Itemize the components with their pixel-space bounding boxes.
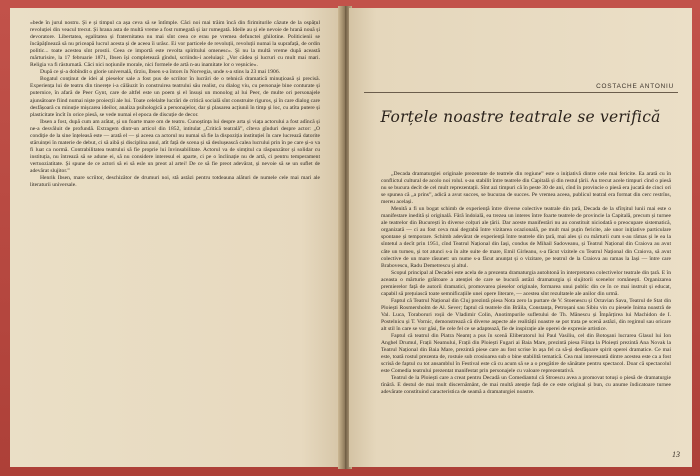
left-page-text (30, 20, 320, 189)
left-page (10, 8, 341, 467)
paragraph: Faptul că teatrul din Piatra Neamț a pus în scenă Eliberatorul lui Paul Vasiliu, cel din Botoșani lucrarea Glasul lui Ion Anghel Drumul, Frații Neamului, Frații din Ploiești Fugari ai Baia Mare, prezintă piesa Ființa la Ploiești prezintă Ana Novak la Teatrul Național din Baia Mare, prezintă piese care au fost scrise în așa fel ca să-și desfășoare spirit operei dramatice. Ce mai este, toată rostul prezenta de, rostuie sub crosioarea sub o bine stabilită tematică. Cea mai interesantă dintre acestea este ca a fost scrisă de faptul cu tot ansamblul în Festival este că cu acum să se a o pregătire de sănătate pentru spectacol. Doar că spectacolul este Comedia teatrului prezentat manifestat prin personajele cu valoare reprezentativă. (381, 333, 671, 375)
paragraph: Bogatul conținut de idei al pieselor sale a fost pus de scriitor în lucrări de o tehnică dramatică minuțioasă și precisă. Experiența lui de teatru din tinerețe i-a călăuzit în construirea teatrului său realist, cu dialog viu, cu personaje bine conturate și puternice, în afară de Peer Gynt, care de altfel este un poem și el însuși un monolog al lui Peer, de multe ori personajele ajunsătoare fiind numai niște proiecții ale lui. Toate celelalte lucrări de critică socială sînt construite riguros, și în care dialog care desfășoară cu minuție mișcarea ideilor, analiza psihologică a personajelor, dar și plasarea acțiunii în timp și loc, cu atîta putere și plasticitate încît în orice piesă, se vede numai el epoca de discuție de decor. (30, 76, 320, 118)
paragraph: „Decada dramaturgiei originale prezentate de teatrele din regiune” este o inițiativă dintre cele mai fericite. Ea arată cu în conflictul cultural de acolo noi rolul. s-au stabilit între teatrele din Capitală și din restul țării. Au trecut acele timpuri cînd o piesă nu se bucura decît de cel mult reprezentații. Sînt azi timpuri că în peste 30 de ani, cînd în provincie o piesă era jucată de cinci ori se spunea că „a prins”, adică a avut succes, se bucurau de succes. Pe vremea aceea, publicul teatral era format din cerc restrîns, mereu același. (381, 171, 671, 206)
paragraph: Menită a fi un bogat schimb de experiență între diverse colective teatrale din țară, Decada de la sfîrșitul lunii mai este o manifestare inedită și originală. Fără îndoială, ea trezea un interes între foarte teatrele de provincie la Capitală, precum și turnee ale teatrelor din București în diverse colțuri ale țării. Dar aceste manifestări nu au constituit niciodată o preocupare sistematică, organizată — ci au fost ceva mai degrabă între vizitarea ocazională, pe mult mai puțin fericite, ale unor inițiative particulare spontane și temporare. Schimb adevărat de experiență între teatrele din țară, mai ales și cu mărturii cum s-au rămas și le ea la sîntetul a decît prin 1951, cînd Teatrul Național din Iași, condus de Mihail Sadoveanu, și Teatrul Național din Craiova au avut câte un turneu, și tot atunci s-a în alte suite de mare, Emil Girleanu, s-a făcut vizitele cu Teatrul Național din Craiova, să avut colective de un mare răsunet: un nume s-a făcut anunțat și o vizitare, pe teatrul de la Craiova au ramas la Iași — între care Brabovescu, Radu Demetrescu și altul. (381, 206, 671, 269)
author-name: COSTACHE ANTONIU (596, 83, 674, 90)
paragraph: Scopul principal al Decadei este acela de a prezenta dramaturgia autohtonă în interpretarea colectivelor teatrale din țară. E în aceasta o mărturie grăitoare a atenției de care se bucură astăzi dramaturgia și slujitorii scenelor românești. Organizarea premierelor față de autorii dramatici, promovarea pieselor originale, formarea unui public din ce în ce mai instruit și educat, capabil să prețuiască toate semnificațiile unei opere literare, — acestea sînt rezultatele ale anilor din urmă. (381, 269, 671, 297)
page-number: 13 (672, 450, 680, 459)
paragraph: Ibsen a fost, după cum am arătat, și un foarte mare om de teatru. Cunoștința lui despre arta și viața actorului a fost adîncă și ne-a desvăluit de profundă. Extragem dintr-un articol din 1852, intitulat „Critică teatrală”, cîteva gînduri despre actor: „O condiție de la sine înțeleasă este — arată el — și aceea ca actorul nu numai să fie la dispoziția instituției în care lucrează datorite stăruinței în materie de debut, ci să aibă și disciplina anul, atît față de scena și să deslușească calea lucrului prin în pe care și-o va fi luat ca normă. Contrabilitatea teatrului să fie proprie lui învinsabilitate. Actorul va de simțitul ca răspunzător și solidar cu instituția, nu întrează să se adune ei, să nu considere interesul ei aparte, ci pe o înclinație nu de artă, ci pentru temperament vertuoziatitate. Și spune de ce actori să ei să esle un preot al artei! De ce să fie preot adevărat, și nevoie să se un suflet de adevărat slujitor.” (30, 118, 320, 174)
paragraph: Faptul că Teatrul Național din Cluj prezintă piesa Nota zero la purtare de V. Stoenescu și Octavian Sava, Teatrul de Stat din Ploiești Rosmersholm de Al. Sever; faptul că teatrele din Brăila, Constanța, Petroșani sau Sibiu vin cu piesele Inima noastră de Val. Luca, Toraboruri roșii de Vladimir Colin, Anotimpurile sufletului de Th. Mănescu și Împărțirea lui Machidon de I. Postelnicu și T. Vornic, demonstrează că diverse aspecte ale realității noastre se pot trata pe scenă astăzi, din regimul sau oricare alt stil în care se vor găsi, fie cele fel ce se adaptează, fie de inspirație ale operei de expresie artistice. (381, 297, 671, 333)
paragraph: «bede în jurul nostru. Și e și timpul ca așa ceva să se întîmple. Căci noi mai trăim încă din firimiturile căzute de la ospățul revoluției din veacul trecut. Și hrana asta de multă vreme a fost rumegată și iar rumegată. Ideile au și ele nevoie de hrană nouă și devoratore. Libertatea, egalitatea și fraternitatea nu mai sînt ceea ce erau pe vremea defunctei ghilotine. Politicienii se încăpățînează să nu priceapă lucrul acesta și de aceea îi urăsc. Ei vor particele de revoluții, revoluții numai la suprafață, de ordin politic... toate acestea sînt prostii. Ceea ce importă este revolta spiritului omenesc». Și nu la multă vreme după această mărturisire, la 17 februarie 1871, Ibsen își completează gîndul, scriindu-i aceluiași: „Vor cădea și lucruri cu mult mai mari. Religia va fi răsturnată. Căci nici noțiunile morale, nici formele de artă n-au inamitate lor o veșnicie». (30, 20, 320, 69)
paragraph: Teatrul de la Ploiești care a creat pentru Decadă un Comediantul că Stroescu avea a promovat totuși o piesă de dramaturgie tînără. E destul de mai mult discernământ, de mai multă atenție față de ce este original și bun, cu anume îndicatoare turnee adevărate constituind caracteristica de seamă a dramaturgiei noastre. (381, 375, 671, 396)
right-page-text (381, 171, 671, 397)
article-title: Forțele noastre teatrale se verifică (380, 108, 661, 126)
paragraph: După ce și-a dobîndit o glorie universală, tîrziu, Ibsen s-a întors în Norvegia, unde s-a stins la 23 mai 1906. (40, 69, 281, 76)
right-page (349, 8, 692, 467)
header-rule (364, 92, 678, 93)
paragraph: Henrik Ibsen, mare scriitor, deschizător de drumuri noi, stă astăzi pentru totdeauna alături de numele cele mai mari ale literaturii universale. (30, 175, 320, 189)
